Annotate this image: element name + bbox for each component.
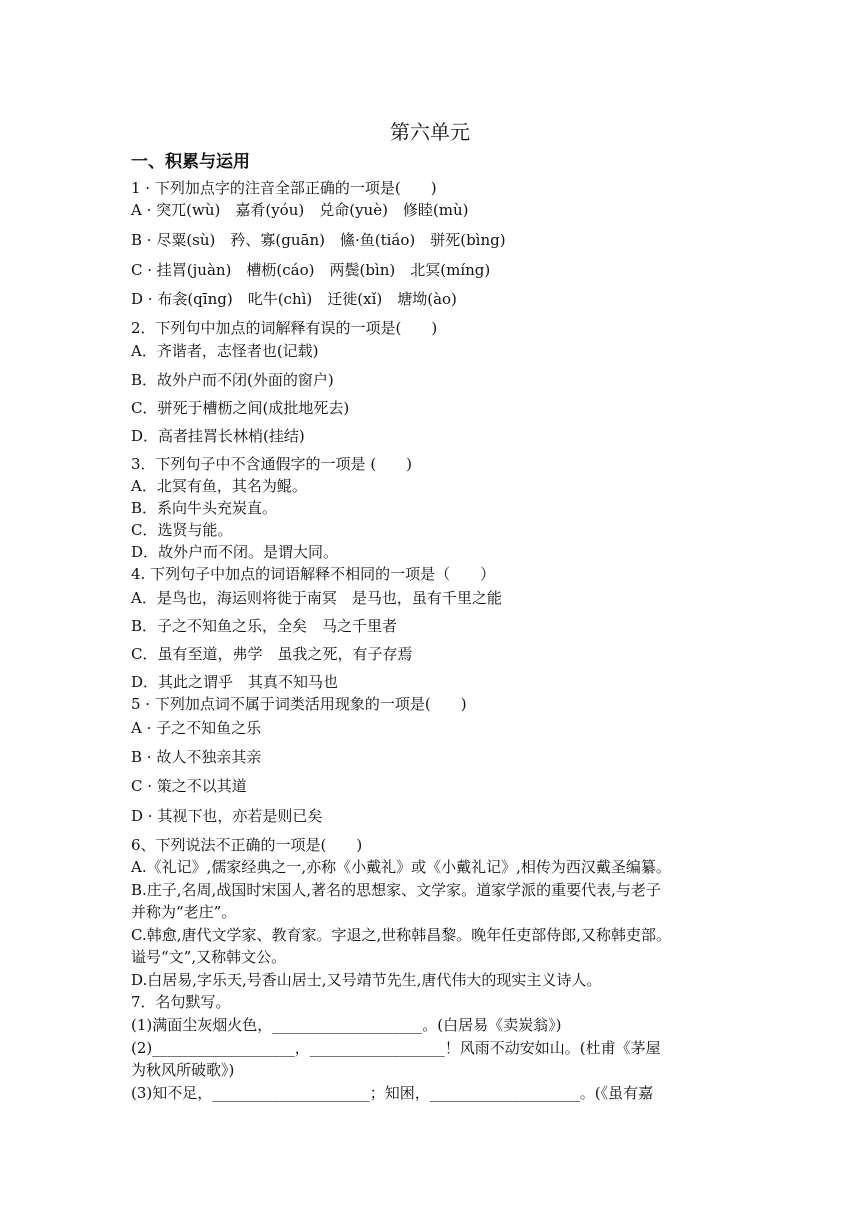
text-line: A．北冥有鱼，其名为鲲。 bbox=[131, 477, 307, 495]
text-line: C · 策之不以其道 bbox=[131, 777, 247, 795]
text-line: D．其此之谓乎 其真不知马也 bbox=[131, 673, 339, 691]
page-title: 第六单元 bbox=[390, 120, 470, 144]
text-line: C．选贤与能。 bbox=[131, 521, 233, 539]
text-line: D．高者挂罥长林梢(挂结) bbox=[131, 427, 305, 445]
text-line: A · 突兀(wù) 嘉肴(yóu) 兑命(yuè) 修睦(mù) bbox=[131, 201, 469, 219]
text-line: (1)满面尘灰烟火色，____________________。(白居易《卖炭翁》) bbox=[131, 1016, 562, 1034]
text-line: B．故外户而不闭(外面的窗户) bbox=[131, 371, 334, 389]
text-line: B · 故人不独亲其亲 bbox=[131, 748, 262, 766]
text-line: A.《礼记》,儒家经典之一,亦称《小戴礼》或《小戴礼记》,相传为西汉戴圣编纂。 bbox=[131, 858, 671, 876]
text-line: A．齐谐者，志怪者也(记载) bbox=[131, 342, 319, 360]
text-line: 2．下列句中加点的词解释有误的一项是( ) bbox=[131, 319, 438, 337]
text-line: D · 其视下也，亦若是则已矣 bbox=[131, 807, 323, 825]
text-line: A．是鸟也，海运则将徙于南冥 是马也，虽有千里之能 bbox=[131, 589, 502, 607]
text-line: C.韩愈,唐代文学家、教育家。字退之,世称韩昌黎。晚年任吏部侍郎,又称韩吏部。 bbox=[131, 926, 672, 944]
section-heading: 一、积累与运用 bbox=[131, 152, 250, 172]
text-line: (2)___________________，__________________！风雨不动安如山。(杜甫《茅屋 bbox=[131, 1039, 661, 1057]
text-line: B．子之不知鱼之乐，全矣 马之千里者 bbox=[131, 617, 398, 635]
text-line: B.庄子,名周,战国时宋国人,著名的思想家、文学家。道家学派的重要代表,与老子 bbox=[131, 881, 661, 899]
text-line: B · 尽粟(sù) 矜、寡(guān) 鯈·鱼(tiáo) 骈死(bìng) bbox=[131, 231, 506, 249]
text-line: 7．名句默写。 bbox=[131, 993, 231, 1011]
text-line: C · 挂罥(juàn) 槽枥(cáo) 两鬓(bìn) 北冥(míng) bbox=[131, 261, 491, 279]
text-line: D.白居易,字乐天,号香山居士,又号靖节先生,唐代伟大的现实主义诗人。 bbox=[131, 971, 602, 989]
text-line: 4. 下列句子中加点的词语解释不相同的一项是（ ） bbox=[131, 565, 496, 583]
text-line: 谥号“文”,又称韩文公。 bbox=[131, 948, 287, 966]
text-line: D · 布衾(qīng) 叱牛(chì) 迁徙(xǐ) 塘坳(ào) bbox=[131, 290, 457, 308]
text-line: 5 · 下列加点词不属于词类活用现象的一项是( ) bbox=[131, 695, 467, 713]
text-line: A · 子之不知鱼之乐 bbox=[131, 719, 262, 737]
text-line: 1 · 下列加点字的注音全部正确的一项是( ) bbox=[131, 179, 437, 197]
text-line: C．虽有至道，弗学 虽我之死，有子存焉 bbox=[131, 645, 413, 663]
text-line: 并称为“老庄”。 bbox=[131, 903, 237, 921]
text-line: 3．下列句子中不含通假字的一项是 ( ) bbox=[131, 455, 413, 473]
text-line: 6、下列说法不正确的一项是( ) bbox=[131, 836, 363, 854]
text-line: C．骈死于槽枥之间(成批地死去) bbox=[131, 399, 350, 417]
text-line: (3)知不足，_____________________；知困，____________________。(《虽有嘉 bbox=[131, 1084, 654, 1102]
text-line: 为秋风所破歌》) bbox=[131, 1061, 235, 1079]
text-line: B．系向牛头充炭直。 bbox=[131, 499, 278, 517]
text-line: D．故外户而不闭。是谓大同。 bbox=[131, 543, 339, 561]
